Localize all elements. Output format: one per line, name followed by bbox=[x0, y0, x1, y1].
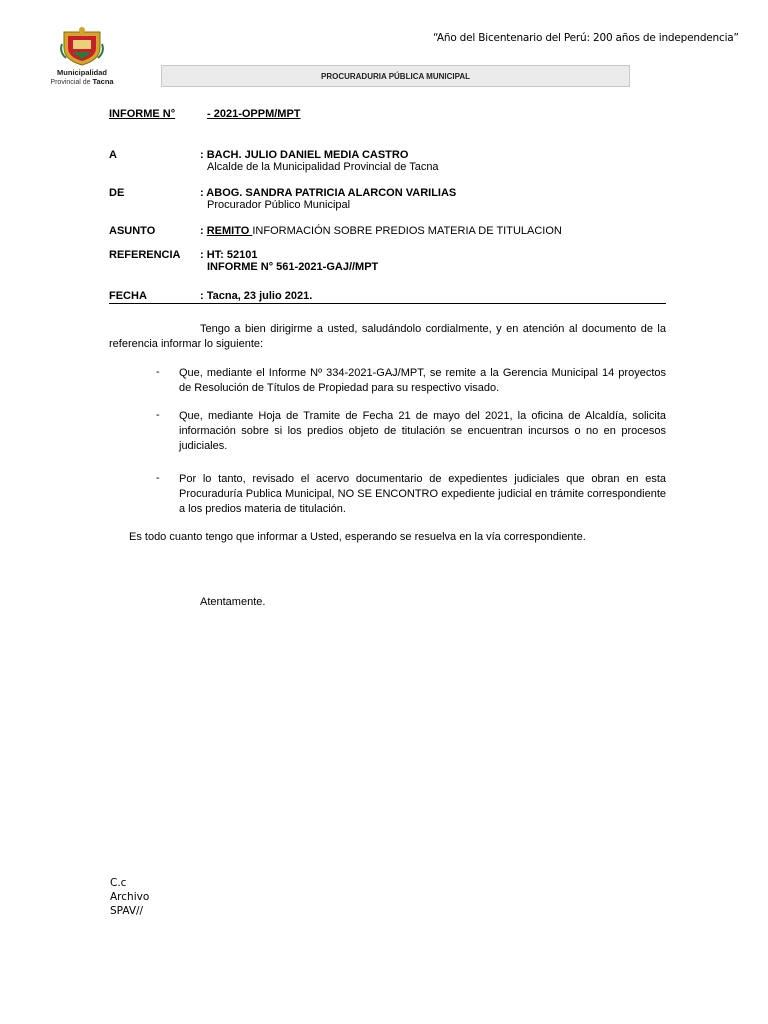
logo-caption bbox=[46, 69, 118, 87]
to-label: A bbox=[109, 149, 117, 161]
initials-label: SPAV// bbox=[110, 905, 144, 917]
from-title: Procurador Público Municipal bbox=[207, 199, 351, 211]
subject-text: INFORMACIÓN SOBRE PREDIOS MATERIA DE TITULACION bbox=[252, 225, 562, 237]
reference-informe: INFORME N° 561-2021-GAJ//MPT bbox=[207, 261, 379, 273]
signoff: Atentamente. bbox=[200, 596, 266, 608]
informe-number: - 2021-OPPM/MPT bbox=[207, 108, 301, 120]
reference-label: REFERENCIA bbox=[109, 249, 181, 261]
subject-line bbox=[200, 225, 562, 238]
reference-ht: : HT: 52101 bbox=[200, 249, 258, 261]
bullet-marker: - bbox=[156, 472, 160, 484]
subject-colon: : bbox=[200, 225, 207, 237]
subject-label: ASUNTO bbox=[109, 225, 156, 237]
to-name: : BACH. JULIO DANIEL MEDIA CASTRO bbox=[200, 149, 409, 161]
logo-line1: Municipalidad bbox=[56, 68, 107, 77]
date-label: FECHA bbox=[109, 290, 147, 302]
logo-line2b: Tacna bbox=[92, 77, 114, 86]
bullet-marker: - bbox=[156, 366, 160, 378]
municipality-logo bbox=[46, 26, 118, 88]
archive-label: Archivo bbox=[110, 891, 150, 903]
bullet-marker: - bbox=[156, 409, 160, 421]
header-divider bbox=[109, 303, 666, 304]
coat-of-arms-icon bbox=[60, 26, 104, 66]
office-banner: PROCURADURIA PÚBLICA MUNICIPAL bbox=[161, 65, 630, 87]
logo-line2a: Provincial de bbox=[50, 79, 91, 86]
informe-label: INFORME N° bbox=[109, 108, 176, 120]
from-name: : ABOG. SANDRA PATRICIA ALARCON VARILIAS bbox=[200, 187, 457, 199]
bullet-item: Que, mediante el Informe Nº 334-2021-GAJ/MPT, se remite a la Gerencia Municipal 14 proyectos de Resolución de Títulos de Propiedad para su respectivo visado. bbox=[179, 367, 666, 394]
bullet-item: Por lo tanto, revisado el acervo documentario de expedientes judiciales que obran en esta Procuraduría Publica Municipal, NO SE ENCONTRO expediente judicial en trámite correspondiente a los predios materia de titulación. bbox=[179, 473, 666, 515]
date-value: : Tacna, 23 julio 2021. bbox=[200, 290, 313, 302]
subject-keyword: REMITO bbox=[206, 225, 253, 237]
cc-label: C.c bbox=[110, 877, 127, 889]
from-label: DE bbox=[109, 187, 125, 199]
to-title: Alcalde de la Municipalidad Provincial de Tacna bbox=[207, 161, 439, 173]
year-motto: “Año del Bicentenario del Perú: 200 años de independencia” bbox=[433, 32, 739, 44]
intro-paragraph: Tengo a bien dirigirme a usted, saludándolo cordialmente, y en atención al documento de la referencia informar lo siguiente: bbox=[109, 323, 666, 350]
closing-paragraph: Es todo cuanto tengo que informar a Usted, esperando se resuelva en la vía correspondiente. bbox=[129, 531, 586, 543]
bullet-item: Que, mediante Hoja de Tramite de Fecha 21 de mayo del 2021, la oficina de Alcaldía, solicita información sobre si los predios objeto de titulación se encuentran incursos o no en procesos judiciales. bbox=[179, 410, 666, 452]
